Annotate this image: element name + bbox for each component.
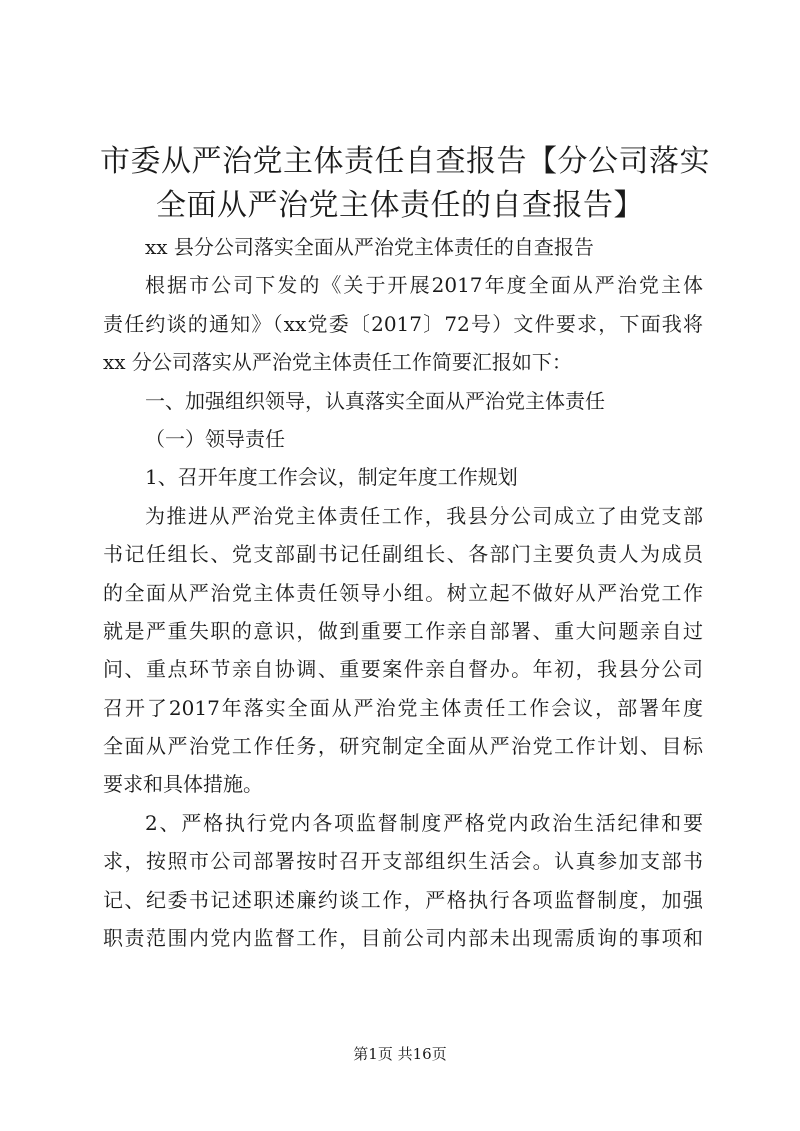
body-line: 根据市公司下发的《关于开展2017年度全面从严治党主体 xyxy=(145,273,703,298)
subtitle-line: xx 县分公司落实全面从严治党主体责任的自查报告 xyxy=(145,235,594,259)
body-line: 求，按照市公司部署按时召开支部组织生活会。认真参加支部书 xyxy=(103,849,703,874)
title-line: 市委从严治党主体责任自查报告【分公司落实 xyxy=(100,144,710,179)
body-line: 召开了2017年落实全面从严治党主体责任工作会议，部署年度 xyxy=(103,695,703,720)
body-line: 责任约谈的通知》（xx党委〔2017〕72号）文件要求，下面我将 xyxy=(103,311,703,336)
page-footer: 第1页 共16页 xyxy=(353,1045,447,1063)
body-line: 记、纪委书记述职述廉约谈工作，严格执行各项监督制度，加强 xyxy=(103,887,703,912)
body-line: 为推进从严治党主体责任工作，我县分公司成立了由党支部 xyxy=(145,503,703,528)
document-title xyxy=(100,140,710,228)
body-line: 全面从严治党工作任务，研究制定全面从严治党工作计划、目标 xyxy=(103,734,703,759)
title-line: 全面从严治党主体责任的自查报告】 xyxy=(156,188,644,223)
body-line: xx 分公司落实从严治党主体责任工作简要汇报如下： xyxy=(103,350,572,375)
body-line: 书记任组长、党支部副书记任副组长、各部门主要负责人为成员 xyxy=(103,542,703,567)
body-line: 就是严重失职的意识，做到重要工作亲自部署、重大问题亲自过 xyxy=(103,618,703,643)
body-line: 的全面从严治党主体责任领导小组。树立起不做好从严治党工作 xyxy=(103,580,703,605)
document-body xyxy=(103,228,703,957)
item-line: 2、严格执行党内各项监督制度严格党内政治生活纪律和要 xyxy=(145,810,703,835)
subsection-heading: （一）领导责任 xyxy=(145,426,285,451)
section-heading: 一、加强组织领导，认真落实全面从严治党主体责任 xyxy=(145,388,605,413)
item-heading: 1、召开年度工作会议，制定年度工作规划 xyxy=(145,465,518,490)
body-line: 问、重点环节亲自协调、重要案件亲自督办。年初，我县分公司 xyxy=(103,657,703,682)
body-line: 要求和具体措施。 xyxy=(103,772,263,797)
body-line: 职责范围内党内监督工作，目前公司内部未出现需质询的事项和 xyxy=(103,926,703,951)
